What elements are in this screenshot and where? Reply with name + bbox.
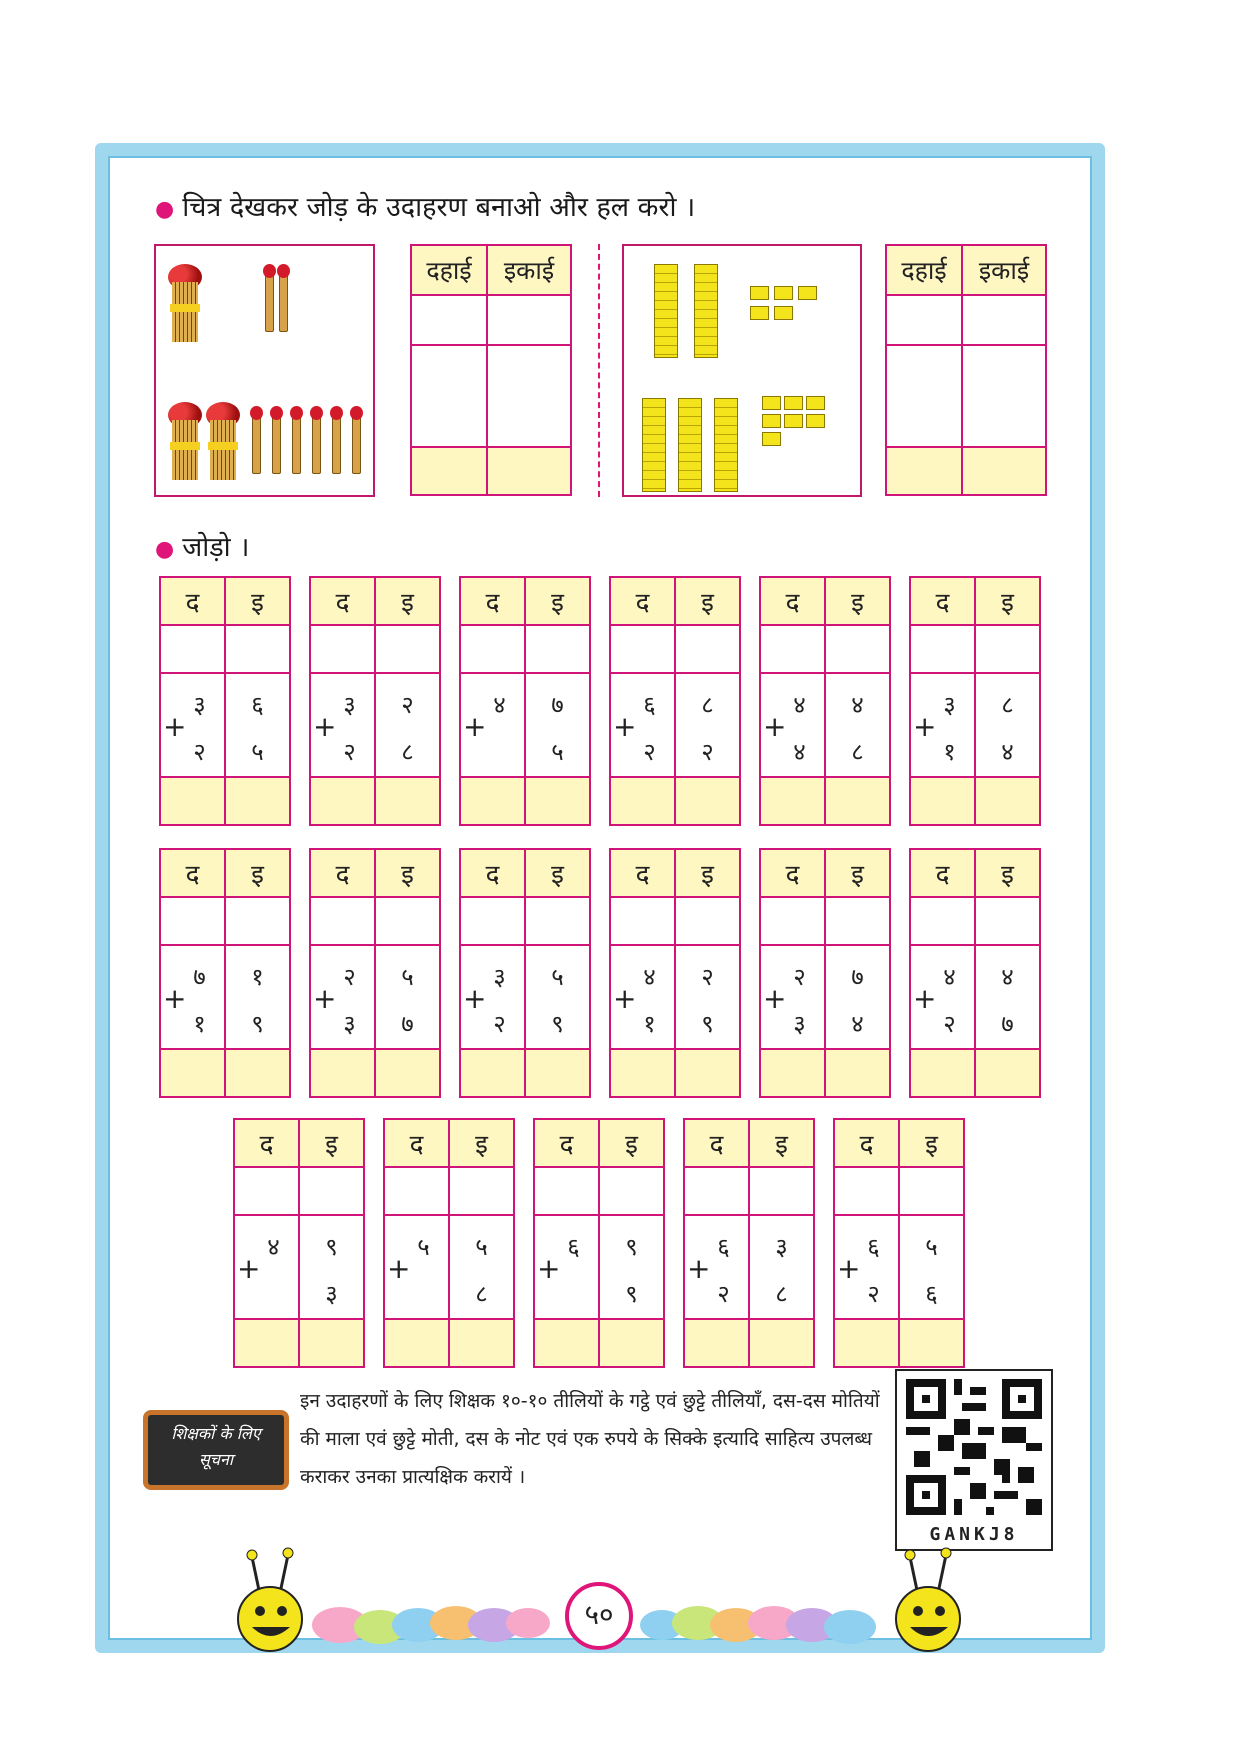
unit-cube-icon xyxy=(806,396,825,410)
tens-digit-2: १ xyxy=(193,1010,206,1038)
ones-header: इ xyxy=(975,849,1040,897)
plus-sign: + xyxy=(463,982,487,1015)
addition-problem xyxy=(759,576,891,826)
bullet-icon: ● xyxy=(155,537,175,562)
ones-column xyxy=(449,1215,514,1319)
matchstick-icon xyxy=(252,414,261,474)
ones-header: इ xyxy=(375,849,440,897)
unit-cube-icon xyxy=(762,414,781,428)
answer-cell[interactable] xyxy=(599,1319,664,1367)
tens-column xyxy=(160,945,225,1049)
answer-cell[interactable] xyxy=(886,295,962,345)
tens-digit-1: ३ xyxy=(193,691,206,719)
tens-digit-2: ४ xyxy=(793,738,806,766)
tens-header: द xyxy=(384,1119,449,1167)
ones-digit-1: ५ xyxy=(925,1233,938,1261)
ones-digit-2: ४ xyxy=(1001,738,1014,766)
matchstick-icon xyxy=(292,414,301,474)
ones-digit-2: ३ xyxy=(325,1280,338,1308)
instruction-heading-1: ● चित्र देखकर जोड़ के उदाहरण बनाओ और हल करो । xyxy=(155,192,696,223)
tens-digit-2: २ xyxy=(343,738,356,766)
ones-digit-2: ८ xyxy=(401,738,414,766)
ten-rod-icon xyxy=(714,398,738,492)
ones-digit-2: ९ xyxy=(701,1010,714,1038)
tens-digit-2: २ xyxy=(717,1280,730,1308)
plus-sign: + xyxy=(913,710,937,743)
plus-sign: + xyxy=(163,710,187,743)
tens-digit-1: ३ xyxy=(943,691,956,719)
ones-header: इ xyxy=(675,849,740,897)
place-value-table-2 xyxy=(885,244,1047,496)
addition-problem xyxy=(309,576,441,826)
carry-cell[interactable] xyxy=(825,897,890,945)
answer-cell[interactable] xyxy=(225,1049,290,1097)
tens-header: द xyxy=(610,849,675,897)
tens-digit-2: १ xyxy=(643,1010,656,1038)
ones-digit-2: ७ xyxy=(401,1010,414,1038)
tens-digit-1: २ xyxy=(793,963,806,991)
carry-cell[interactable] xyxy=(299,1167,364,1215)
tens-digit-1: ६ xyxy=(867,1233,880,1261)
plus-sign: + xyxy=(763,710,787,743)
ones-digit-1: ५ xyxy=(475,1233,488,1261)
ones-column xyxy=(225,673,290,777)
answer-cell[interactable] xyxy=(760,777,825,825)
plus-sign: + xyxy=(687,1252,711,1285)
tens-digit-2: २ xyxy=(867,1280,880,1308)
answer-cell[interactable] xyxy=(975,777,1040,825)
ones-digit-1: २ xyxy=(701,963,714,991)
plus-sign: + xyxy=(913,982,937,1015)
plus-sign: + xyxy=(313,710,337,743)
answer-cell[interactable] xyxy=(962,345,1046,447)
matchstick-icon xyxy=(352,414,361,474)
carry-cell[interactable] xyxy=(160,625,225,673)
tens-header: द xyxy=(684,1119,749,1167)
plus-sign: + xyxy=(463,710,487,743)
ones-column xyxy=(975,945,1040,1049)
tens-column xyxy=(910,673,975,777)
plus-sign: + xyxy=(613,710,637,743)
ones-header: इ xyxy=(449,1119,514,1167)
carry-cell[interactable] xyxy=(375,897,440,945)
ten-rod-icon xyxy=(694,264,718,358)
carry-cell[interactable] xyxy=(525,897,590,945)
tens-digit-1: ४ xyxy=(493,691,506,719)
carry-cell[interactable] xyxy=(534,1167,599,1215)
answer-cell[interactable] xyxy=(760,1049,825,1097)
matchstick-icon xyxy=(272,414,281,474)
tens-column xyxy=(684,1215,749,1319)
ones-column xyxy=(749,1215,814,1319)
instruction-heading-2: ● जोड़ो । xyxy=(155,532,250,563)
tens-digit-2: २ xyxy=(493,1010,506,1038)
tens-column xyxy=(610,945,675,1049)
tens-digit-2: २ xyxy=(643,738,656,766)
answer-cell[interactable] xyxy=(684,1319,749,1367)
addition-problem xyxy=(309,848,441,1098)
answer-cell[interactable] xyxy=(449,1319,514,1367)
ones-digit-2: ८ xyxy=(475,1280,488,1308)
addition-problem xyxy=(683,1118,815,1368)
ten-rod-icon xyxy=(642,398,666,492)
tens-digit-1: ६ xyxy=(717,1233,730,1261)
answer-cell[interactable] xyxy=(525,1049,590,1097)
matchstick-icon xyxy=(265,272,274,332)
unit-cube-icon xyxy=(784,396,803,410)
plus-sign: + xyxy=(313,982,337,1015)
answer-cell[interactable] xyxy=(899,1319,964,1367)
unit-cube-icon xyxy=(806,414,825,428)
tens-header: द xyxy=(834,1119,899,1167)
ones-header: इ xyxy=(375,577,440,625)
ones-digit-2: ५ xyxy=(551,738,564,766)
carry-cell[interactable] xyxy=(225,625,290,673)
tens-digit-1: ६ xyxy=(643,691,656,719)
carry-cell[interactable] xyxy=(610,897,675,945)
answer-cell[interactable] xyxy=(460,777,525,825)
answer-cell[interactable] xyxy=(299,1319,364,1367)
tens-header: द xyxy=(310,577,375,625)
ones-digit-1: ७ xyxy=(551,691,564,719)
ones-header: इकाई xyxy=(962,245,1046,295)
tens-column xyxy=(460,673,525,777)
ones-header: इ xyxy=(675,577,740,625)
ones-header: इ xyxy=(899,1119,964,1167)
answer-cell[interactable] xyxy=(834,1319,899,1367)
ones-digit-1: ८ xyxy=(701,691,714,719)
ones-column xyxy=(825,945,890,1049)
matchstick-bundle-icon xyxy=(168,402,202,482)
answer-cell[interactable] xyxy=(534,1319,599,1367)
carry-cell[interactable] xyxy=(825,625,890,673)
ones-column xyxy=(675,945,740,1049)
tens-header: द xyxy=(234,1119,299,1167)
ones-digit-1: ५ xyxy=(401,963,414,991)
place-value-table-1 xyxy=(410,244,572,496)
ones-header: इ xyxy=(599,1119,664,1167)
answer-cell[interactable] xyxy=(487,345,571,447)
tens-column xyxy=(160,673,225,777)
carry-cell[interactable] xyxy=(234,1167,299,1215)
tens-digit-1: २ xyxy=(343,963,356,991)
carry-cell[interactable] xyxy=(760,625,825,673)
answer-cell[interactable] xyxy=(610,777,675,825)
ones-digit-1: ३ xyxy=(775,1233,788,1261)
ones-header: इ xyxy=(975,577,1040,625)
matchstick-icon xyxy=(332,414,341,474)
answer-cell[interactable] xyxy=(525,777,590,825)
ones-column xyxy=(375,945,440,1049)
carry-cell[interactable] xyxy=(310,625,375,673)
plus-sign: + xyxy=(537,1252,561,1285)
addition-problem xyxy=(759,848,891,1098)
tens-header: द xyxy=(310,849,375,897)
ones-digit-1: ९ xyxy=(625,1233,638,1261)
answer-cell[interactable] xyxy=(225,777,290,825)
plus-sign: + xyxy=(387,1252,411,1285)
tens-header: द xyxy=(160,849,225,897)
carry-cell[interactable] xyxy=(675,625,740,673)
section-divider xyxy=(598,244,600,497)
carry-cell[interactable] xyxy=(899,1167,964,1215)
plus-sign: + xyxy=(613,982,637,1015)
qr-code-label: GANKJ8 xyxy=(929,1524,1019,1545)
teacher-note-text: इन उदाहरणों के लिए शिक्षक १०-१० तीलियों के गट्ठे एवं छुट्टे तीलियाँ, दस-दस मोतियों की माला एवं छुट्टे मोती, दस के नोट एवं एक रुपये के सिक्के इत्यादि साहित्य उपलब्ध कराकर उनका प्रात्यक्षिक करायें । xyxy=(300,1390,880,1488)
unit-cube-icon xyxy=(784,414,803,428)
carry-cell[interactable] xyxy=(460,897,525,945)
tens-column xyxy=(834,1215,899,1319)
page-number: ५० xyxy=(565,1582,633,1650)
ones-header: इ xyxy=(825,577,890,625)
ones-column xyxy=(599,1215,664,1319)
answer-cell[interactable] xyxy=(825,1049,890,1097)
result-cell[interactable] xyxy=(962,447,1046,495)
tens-column xyxy=(310,673,375,777)
answer-cell[interactable] xyxy=(487,295,571,345)
matchstick-icon xyxy=(279,272,288,332)
carry-cell[interactable] xyxy=(599,1167,664,1215)
tens-column xyxy=(760,945,825,1049)
ones-header: इ xyxy=(225,577,290,625)
ten-rod-icon xyxy=(654,264,678,358)
carry-cell[interactable] xyxy=(749,1167,814,1215)
ones-digit-2: ८ xyxy=(851,738,864,766)
tens-column xyxy=(610,673,675,777)
tens-digit-1: ४ xyxy=(943,963,956,991)
tens-header: दहाई xyxy=(886,245,962,295)
tens-header: द xyxy=(610,577,675,625)
answer-cell[interactable] xyxy=(234,1319,299,1367)
carry-cell[interactable] xyxy=(225,897,290,945)
plus-sign: + xyxy=(763,982,787,1015)
unit-cube-icon xyxy=(750,306,769,320)
tens-column xyxy=(384,1215,449,1319)
result-cell[interactable] xyxy=(886,447,962,495)
tens-header: दहाई xyxy=(411,245,487,295)
carry-cell[interactable] xyxy=(975,897,1040,945)
ones-digit-2: २ xyxy=(701,738,714,766)
result-cell[interactable] xyxy=(487,447,571,495)
answer-cell[interactable] xyxy=(910,777,975,825)
tens-column xyxy=(910,945,975,1049)
qr-code-icon xyxy=(906,1379,1042,1515)
ones-digit-1: ८ xyxy=(1001,691,1014,719)
unit-cube-icon xyxy=(762,396,781,410)
tens-digit-2: ३ xyxy=(343,1010,356,1038)
ones-digit-2: ९ xyxy=(625,1280,638,1308)
answer-cell[interactable] xyxy=(886,345,962,447)
carry-cell[interactable] xyxy=(310,897,375,945)
tens-header: द xyxy=(460,577,525,625)
tens-column xyxy=(460,945,525,1049)
addition-problem xyxy=(383,1118,515,1368)
tens-digit-2: २ xyxy=(943,1010,956,1038)
answer-cell[interactable] xyxy=(460,1049,525,1097)
ones-column xyxy=(975,673,1040,777)
answer-cell[interactable] xyxy=(825,777,890,825)
answer-cell[interactable] xyxy=(749,1319,814,1367)
unit-cube-icon xyxy=(798,286,817,300)
ones-digit-2: ६ xyxy=(925,1280,938,1308)
addition-problem xyxy=(233,1118,365,1368)
ones-digit-2: ९ xyxy=(551,1010,564,1038)
ones-digit-2: ५ xyxy=(251,738,264,766)
carry-cell[interactable] xyxy=(460,625,525,673)
tens-digit-1: ५ xyxy=(417,1233,430,1261)
addition-problem xyxy=(833,1118,965,1368)
ones-digit-1: २ xyxy=(401,691,414,719)
ones-column xyxy=(675,673,740,777)
unit-cube-icon xyxy=(750,286,769,300)
carry-cell[interactable] xyxy=(975,625,1040,673)
carry-cell[interactable] xyxy=(375,625,440,673)
ones-header: इ xyxy=(749,1119,814,1167)
ones-column xyxy=(299,1215,364,1319)
ones-column xyxy=(375,673,440,777)
carry-cell[interactable] xyxy=(384,1167,449,1215)
tens-digit-1: ३ xyxy=(493,963,506,991)
base-ten-blocks-picture xyxy=(622,244,862,497)
answer-cell[interactable] xyxy=(310,777,375,825)
answer-cell[interactable] xyxy=(675,777,740,825)
plus-sign: + xyxy=(837,1252,861,1285)
tens-digit-1: ४ xyxy=(793,691,806,719)
qr-code[interactable] xyxy=(895,1369,1053,1551)
tens-header: द xyxy=(910,577,975,625)
carry-cell[interactable] xyxy=(449,1167,514,1215)
carry-cell[interactable] xyxy=(525,625,590,673)
ones-column xyxy=(825,673,890,777)
tens-digit-1: ३ xyxy=(343,691,356,719)
answer-cell[interactable] xyxy=(910,1049,975,1097)
tens-header: द xyxy=(460,849,525,897)
tens-header: द xyxy=(760,577,825,625)
answer-cell[interactable] xyxy=(975,1049,1040,1097)
unit-cube-icon xyxy=(774,286,793,300)
plus-sign: + xyxy=(163,982,187,1015)
tens-digit-2: १ xyxy=(943,738,956,766)
addition-problem xyxy=(909,576,1041,826)
ones-column xyxy=(525,945,590,1049)
addition-problem xyxy=(159,576,291,826)
answer-cell[interactable] xyxy=(160,777,225,825)
carry-cell[interactable] xyxy=(834,1167,899,1215)
unit-cube-icon xyxy=(774,306,793,320)
matchstick-icon xyxy=(312,414,321,474)
plus-sign: + xyxy=(237,1252,261,1285)
addition-problem xyxy=(609,576,741,826)
bullet-icon: ● xyxy=(155,197,175,222)
tens-header: द xyxy=(760,849,825,897)
ones-header: इ xyxy=(225,849,290,897)
ones-digit-1: ५ xyxy=(551,963,564,991)
ones-column xyxy=(899,1215,964,1319)
tens-column xyxy=(760,673,825,777)
addition-problem xyxy=(459,576,591,826)
carry-cell[interactable] xyxy=(910,625,975,673)
tens-digit-1: ४ xyxy=(267,1233,280,1261)
addition-problem xyxy=(909,848,1041,1098)
answer-cell[interactable] xyxy=(411,295,487,345)
ones-digit-1: ९ xyxy=(325,1233,338,1261)
ones-digit-1: १ xyxy=(251,963,264,991)
matchstick-bundle-icon xyxy=(206,402,240,482)
tens-header: द xyxy=(910,849,975,897)
tens-digit-1: ४ xyxy=(643,963,656,991)
ones-header: इ xyxy=(525,577,590,625)
answer-cell[interactable] xyxy=(160,1049,225,1097)
carry-cell[interactable] xyxy=(160,897,225,945)
tens-header: द xyxy=(534,1119,599,1167)
answer-cell[interactable] xyxy=(375,777,440,825)
ones-header: इ xyxy=(525,849,590,897)
addition-problem xyxy=(533,1118,665,1368)
matchstick-picture xyxy=(154,244,375,497)
carry-cell[interactable] xyxy=(610,625,675,673)
carry-cell[interactable] xyxy=(760,897,825,945)
answer-cell[interactable] xyxy=(411,345,487,447)
addition-problem xyxy=(459,848,591,1098)
ones-column xyxy=(525,673,590,777)
ones-digit-1: ४ xyxy=(1001,963,1014,991)
tens-digit-1: ६ xyxy=(567,1233,580,1261)
answer-cell[interactable] xyxy=(375,1049,440,1097)
result-cell[interactable] xyxy=(411,447,487,495)
tens-column xyxy=(310,945,375,1049)
ones-digit-2: ७ xyxy=(1001,1010,1014,1038)
carry-cell[interactable] xyxy=(910,897,975,945)
ten-rod-icon xyxy=(678,398,702,492)
matchstick-bundle-icon xyxy=(168,264,202,344)
tens-digit-2: ३ xyxy=(793,1010,806,1038)
answer-cell[interactable] xyxy=(384,1319,449,1367)
carry-cell[interactable] xyxy=(684,1167,749,1215)
ones-column xyxy=(225,945,290,1049)
addition-problem xyxy=(159,848,291,1098)
unit-cube-icon xyxy=(762,432,781,446)
answer-cell[interactable] xyxy=(310,1049,375,1097)
ones-digit-1: ७ xyxy=(851,963,864,991)
tens-digit-1: ७ xyxy=(193,963,206,991)
tens-column xyxy=(234,1215,299,1319)
answer-cell[interactable] xyxy=(962,295,1046,345)
ones-header: इ xyxy=(299,1119,364,1167)
answer-cell[interactable] xyxy=(675,1049,740,1097)
ones-header: इ xyxy=(825,849,890,897)
ones-digit-2: ४ xyxy=(851,1010,864,1038)
ones-digit-1: ४ xyxy=(851,691,864,719)
ones-digit-2: ९ xyxy=(251,1010,264,1038)
ones-digit-2: ८ xyxy=(775,1280,788,1308)
addition-problem xyxy=(609,848,741,1098)
tens-column xyxy=(534,1215,599,1319)
teacher-note-sign: शिक्षकों के लिए सूचना xyxy=(143,1410,289,1490)
ones-digit-1: ६ xyxy=(251,691,264,719)
answer-cell[interactable] xyxy=(610,1049,675,1097)
tens-header: द xyxy=(160,577,225,625)
tens-digit-2: २ xyxy=(193,738,206,766)
carry-cell[interactable] xyxy=(675,897,740,945)
ones-header: इकाई xyxy=(487,245,571,295)
